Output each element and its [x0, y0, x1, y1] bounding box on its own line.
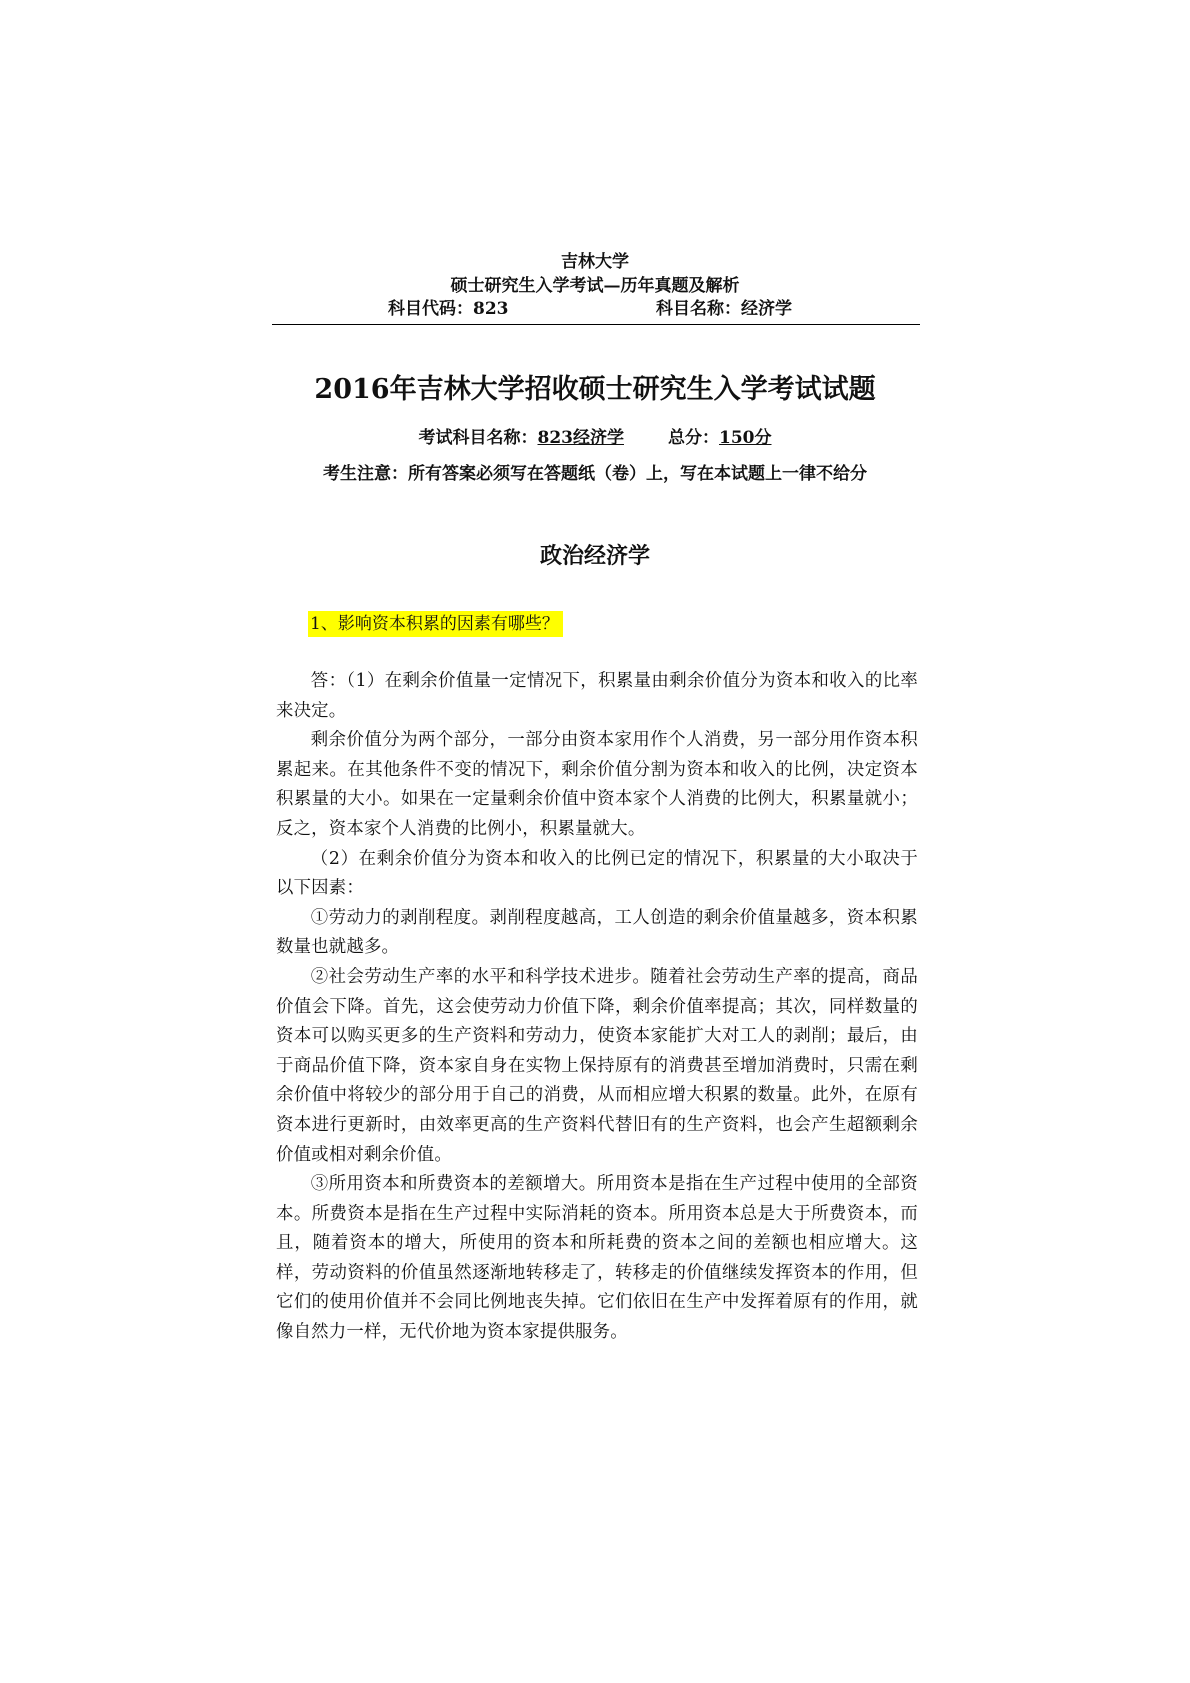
subject-label: 考试科目名称： — [418, 428, 538, 448]
header-divider — [272, 324, 920, 325]
answer-paragraph: ②社会劳动生产率的水平和科学技术进步。随着社会劳动生产率的提高，商品价值会下降。首先，这会使劳动力价值下降，剩余价值率提高；其次，同样数量的资本可以购买更多的生产资料和劳动力，使资本家能扩大对工人的剥削；最后，由于商品价值下降，资本家自身在实物上保持原有的消费甚至增加消费时，只需在剩余价值中将较少的部分用于自己的消费，从而相应增大积累的数量。此外，在原有资本进行更新时，由效率更高的生产资料代替旧有的生产资料，也会产生超额剩余价值或相对剩余价值。 — [276, 966, 918, 1165]
exam-notice: 考生注意：所有答案必须写在答题纸（卷）上，写在本试题上一律不给分 — [323, 464, 867, 484]
total-value: 150分 — [719, 428, 772, 448]
section-title: 政治经济学 — [539, 543, 650, 569]
header-subject-name: 科目名称：经济学 — [656, 299, 792, 319]
total-label: 总分： — [668, 428, 719, 448]
question-highlight: 1、影响资本积累的因素有哪些？ — [308, 611, 563, 637]
header-university: 吉林大学 — [561, 252, 629, 272]
answer-paragraph: 剩余价值分为两个部分，一部分由资本家用作个人消费，另一部分用作资本积累起来。在其他条件不变的情况下，剩余价值分割为资本和收入的比例，决定资本积累量的大小。如果在一定量剩余价值中资本家个人消费的比例大，积累量就小；反之，资本家个人消费的比例小，积累量就大。 — [276, 730, 918, 839]
answer-paragraph: ①劳动力的剥削程度。剥削程度越高，工人创造的剩余价值量越多，资本积累数量也就越多。 — [276, 907, 918, 958]
exam-title: 2016年吉林大学招收硕士研究生入学考试试题 — [314, 374, 876, 405]
answer-body — [276, 667, 918, 1348]
subject-value: 823经济学 — [537, 428, 624, 448]
header-subtitle: 硕士研究生入学考试—历年真题及解析 — [450, 276, 740, 296]
header-subject-code: 科目代码：823 — [388, 299, 509, 319]
answer-paragraph: ③所用资本和所费资本的差额增大。所用资本是指在生产过程中使用的全部资本。所费资本是指在生产过程中实际消耗的资本。所用资本总是大于所费资本，而且，随着资本的增大，所使用的资本和所耗费的资本之间的差额也相应增大。这样，劳动资料的价值虽然逐渐地转移走了，转移走的价值继续发挥资本的作用，但它们的使用价值并不会同比例地丧失掉。它们依旧在生产中发挥着原有的作用，就像自然力一样，无代价地为资本家提供服务。 — [276, 1174, 918, 1343]
exam-subject-row — [0, 425, 1190, 451]
answer-paragraph: （2）在剩余价值分为资本和收入的比例已定的情况下，积累量的大小取决于以下因素： — [276, 848, 918, 899]
answer-paragraph: 答：（1）在剩余价值量一定情况下，积累量由剩余价值分为资本和收入的比率来决定。 — [276, 671, 918, 721]
